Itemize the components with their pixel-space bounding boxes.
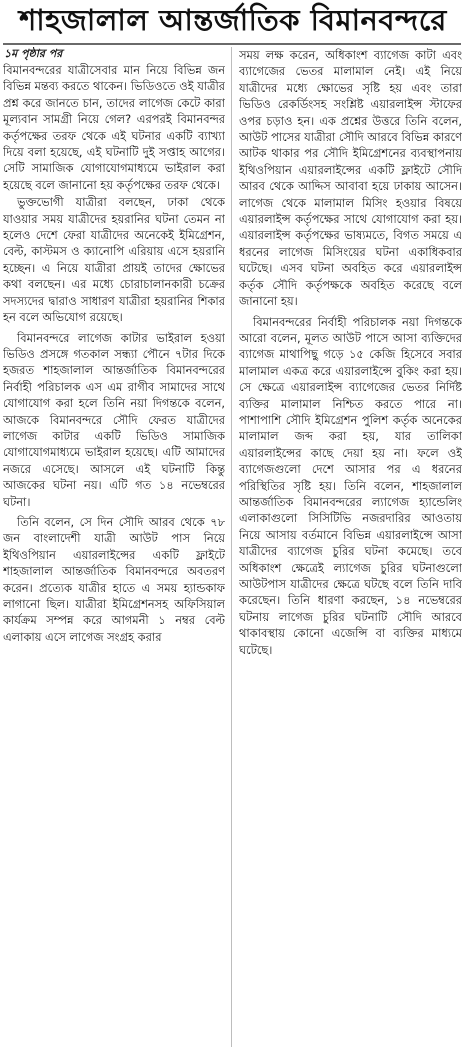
headline: শাহজালাল আন্তর্জাতিক বিমানবন্দরে: [19, 2, 447, 37]
right-column: [239, 47, 462, 1049]
left-paragraph-1: বিমানবন্দরের যাত্রীসেবার মান নিয়ে বিভিন্ন জন বিভিন্ন মন্তব্য করতে থাকেন। ভিডিওতে ওই যাত্রীর প্রশ্ন করে জানতে চান, তাদের লাগেজ কেটে কারা মূল্যবান সামগ্রী নিয়ে গেল? এরপরই বিমানবন্দর কর্তৃপক্ষের তরফ থেকে এই ঘটনার একটি ব্যাখ্যা দিয়ে বলা হয়েছে, এই ঘটনাটি দুই সপ্তাহ আগের। সেটি সামাজিক যোগাযোগমাধ্যমে ভাইরাল করা হয়েছে বলে জানানো হয় কর্তৃপক্ষের তরফ থেকে।: [3, 63, 225, 192]
headline-divider: [3, 43, 461, 45]
left-paragraph-2: ভুক্তভোগী যাত্রীরা বলছেন, ঢাকা থেকে যাওয়ার সময় যাত্রীদের হয়রানির ঘটনা তেমন না হলেও দেশে ফেরা যাত্রীদের অনেকেই ইমিগ্রেশন, বেল্ট, কাস্টমস ও ক্যানোপি এরিয়ায় এসে হয়রানি হচ্ছেন। এ নিয়ে যাত্রীরা প্রায়ই তাদের ক্ষোভের কথা বলছেন। এর মধ্যে চোরাচালানকারী চক্রের সদস্যদের দ্বারাও সাধারণ যাত্রীরা হয়রানির শিকার হন বলে অভিযোগ রয়েছে।: [3, 195, 225, 325]
continued-from-label: ১ম পৃষ্ঠার পর: [4, 47, 63, 60]
right-paragraph-1: সময় লক্ষ করেন, অধিকাংশ ব্যাগেজ কাটা এবং ব্যাগেজের ভেতর মালামাল নেই। এই নিয়ে যাত্রীদের মধ্যে ক্ষোভের সৃষ্টি হয় এবং তারা ভিডিও রেকর্ডিংসহ সংশ্লিষ্ট এয়ারলাইন্স স্টাফের ওপর চড়াও হন। এক প্রশ্নের উত্তরে তিনি বলেন, আউট পাসের যাত্রীরা সৌদি আরবে বিভিন্ন কারণে আটক থাকার পর সৌদি ইমিগ্রেশনের ব্যবস্থাপনায় ইথিওপিয়ান এয়ারলাইন্সের একটি ফ্লাইটে সৌদি আরব থেকে আদ্দিস আবাবা হয়ে ঢাকায় আসেন। লাগেজ থেকে মালামাল মিসিং হওয়ার বিষয়ে এয়ারলাইন্স কর্তৃপক্ষের সাথে যোগাযোগ করা হয়। এয়ারলাইন্স কর্তৃপক্ষের ভাষ্যমতে, বিগত সময়ে এ ধরনের লাগেজ মিসিংয়ের ঘটনা একাধিকবার ঘটেছে। এসব ঘটনা অবহিত করে এয়ারলাইন্স কর্তৃক সৌদি কর্তৃপক্ষকে অবহিত করেছে বলে জানানো হয়।: [239, 48, 462, 309]
column-rule: [231, 47, 232, 1047]
left-paragraph-4: তিনি বলেন, সে দিন সৌদি আরব থেকে ৭৮ জন বাংলাদেশী যাত্রী আউট পাস নিয়ে ইথিওপিয়ান এয়ারলাইন্সের একটি ফ্লাইটে শাহজালাল আন্তর্জাতিক বিমানবন্দরে অবতরণ করেন। প্রত্যেক যাত্রীর হাতে এ সময় হ্যান্ডকাফ লাগানো ছিল। যাত্রীরা ইমিগ্রেশনসহ অফিসিয়াল কার্যক্রম সম্পন্ন করে আগমনী ১ নম্বর বেল্ট এলাকায় এসে লাগেজ সংগ্রহ করার: [3, 514, 225, 644]
left-paragraph-3: বিমানবন্দরে লাগেজ কাটার ভাইরাল হওয়া ভিডিও প্রসঙ্গে গতকাল সন্ধ্যা পৌনে ৭টার দিকে হজরত শাহজালাল আন্তর্জাতিক বিমানবন্দরের নির্বাহী পরিচালক এস এম রাগীব সামাদের সাথে যোগাযোগ করা হলে তিনি নয়া দিগন্তকে বলেন, আজকে বিমানবন্দরে সৌদি ফেরত যাত্রীদের লাগেজ কাটার একটি ভিডিও সামাজিক যোগাযোগমাধ্যমে ভাইরাল হয়েছে। এটি আমাদের নজরে এসেছে। আসলে এই ঘটনাটি কিন্তু আজকের ঘটনা নয়। এটি গত ১৪ নভেম্বরের ঘটনা।: [3, 330, 225, 509]
left-column: [3, 47, 225, 1049]
right-paragraph-2: বিমানবন্দরের নির্বাহী পরিচালক নয়া দিগন্তকে আরো বলেন, মূলত আউট পাসে আসা ব্যক্তিদের ব্যাগেজ মাথাপিছু গড়ে ১৫ কেজি হিসেবে সবার মালামাল একত্র করে এয়ারলাইন্সে বুকিং করা হয়। সে ক্ষেত্রে এয়ারলাইন্স ব্যাগেজের ভেতর নির্দিষ্ট ব্যক্তির মালামাল নিশ্চিত করতে পারে না। পাশাপাশি সৌদি ইমিগ্রেশন পুলিশ কর্তৃক অনেকের মালামাল জব্দ করা হয়, যার তালিকা এয়ারলাইন্সের কাছে দেয়া হয় না। ফলে ওই ব্যাগেজগুলো দেশে আসার পর এ ধরনের পরিস্থিতির সৃষ্টি হয়। তিনি বলেন, শাহজালাল আন্তর্জাতিক বিমানবন্দরের ল্যাগেজ হ্যান্ডেলিং এলাকাগুলো সিসিটিভি নজরদারির আওতায় নিয়ে আসায় বর্তমানে বিভিন্ন এয়ারলাইন্সে আসা যাত্রীদের ব্যাগেজ চুরির ঘটনা কমেছে। তবে অধিকাংশ ক্ষেত্রেই ল্যাগেজ চুরির ঘটনাগুলো আউটপাস যাত্রীদের ক্ষেত্রে ঘটছে বলে তিনি দাবি করেছেন। তিনি ধারণা করছেন, ১৪ নভেম্বরের ঘটনায় লাগেজ চুরির ঘটনাটি সৌদি আরবে থাকাবস্থায় কোনো এজেন্সি বা ব্যক্তির মাধ্যমে ঘটেছে।: [239, 314, 462, 657]
